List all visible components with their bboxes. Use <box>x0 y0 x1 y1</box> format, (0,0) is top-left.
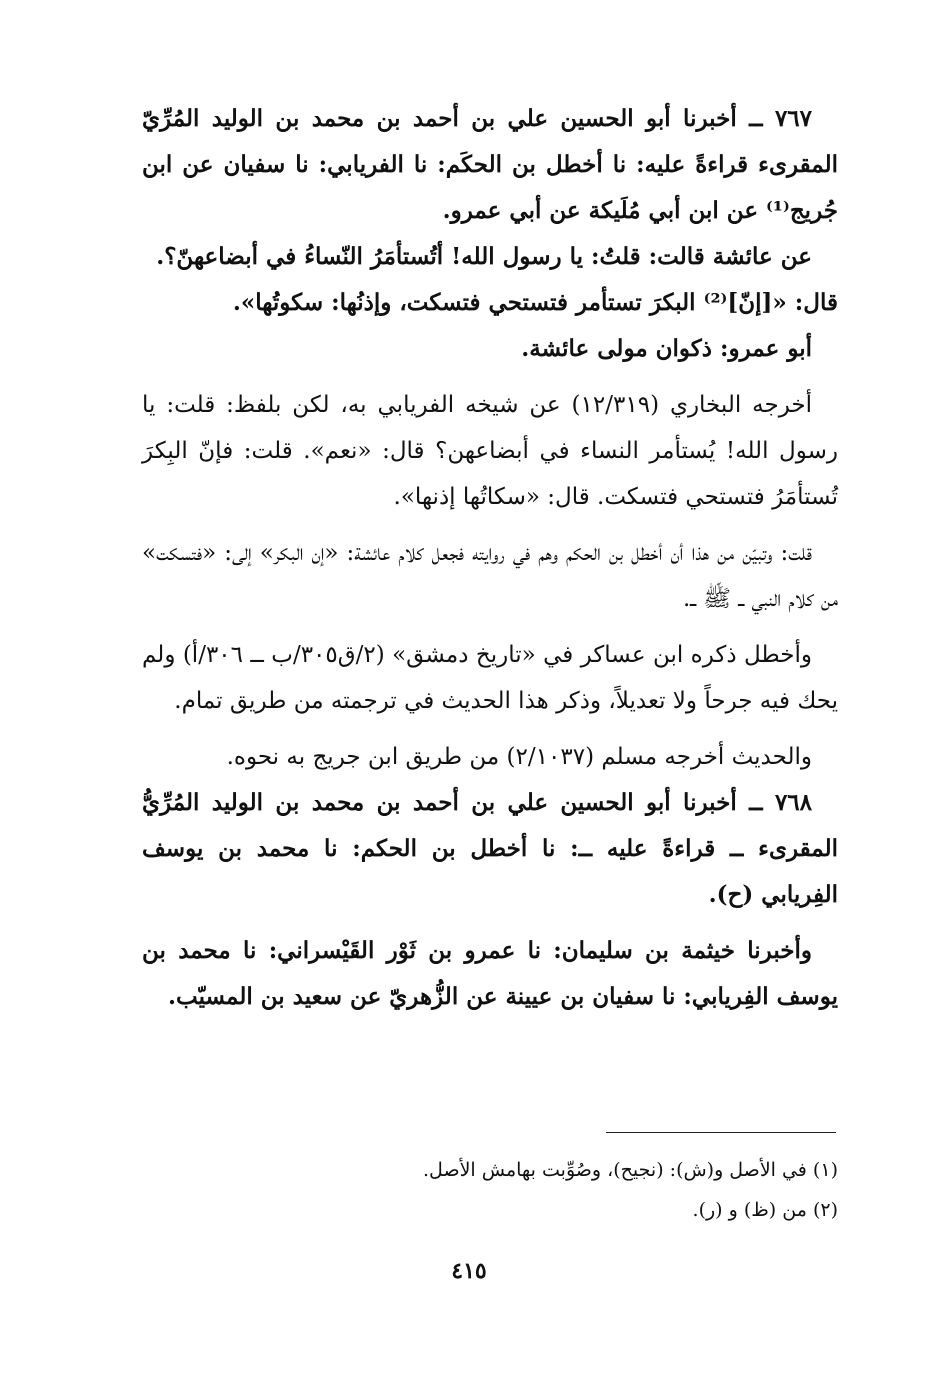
narrator-note: أبو عمرو: ذكوان مولى عائشة. <box>521 335 812 362</box>
commentary-muslim: والحديث أخرجه مسلم (٢/١٠٣٧) من طريق ابن جريج به نحوه. <box>226 744 812 770</box>
hadith-767-isnad: ٧٦٧ ــ أخبرنا أبو الحسين علي بن أحمد بن محمد بن الوليد المُرِّيّ المقرىء قراءةً عليه: نا أخطل بن الحكَم: نا الفريابي: نا سفيان عن ابن جُريج⁽¹⁾ عن ابن أبي مُلَيكة عن أبي عمرو. <box>142 105 838 224</box>
hadith-767-answer: قال: «[إنّ]⁽²⁾ البكرَ تستأمر فتستحي فتسكت، وإذنُها: سكوتُها». <box>232 289 838 316</box>
commentary-bukhari: أخرجه البخاري (١٢/٣١٩) عن شيخه الفريابي به، لكن بلفظ: قلت: يا رسول الله! يُستأمر النساء في أبضاعهن؟ قال: «نعم». قلت: فإنّ البِكرَ تُستأمَرُ فتستحي فتسكت. قال: «سكاتُها إذنها». <box>142 392 838 510</box>
page-number: ٤١٥ <box>451 1258 487 1284</box>
footnote-divider <box>606 1132 836 1133</box>
commentary-note: قلت: وتبيّن من هذا أن أخطل بن الحكم وهم في روايته فجعل كلام عائشة: «إن البكر» إلى: «فتسكت» من كلام النبي ــ ﷺ ــ. <box>142 540 838 612</box>
main-text <box>142 96 838 1020</box>
hadith-768-second-isnad: وأخبرنا خيثمة بن سليمان: نا عمرو بن ثَوْر القَيْسراني: نا محمد بن يوسف الفِريابي: نا سفيان بن عيينة عن الزُّهريّ عن سعيد بن المسيّب. <box>142 937 838 1010</box>
footnote-2: (٢) من (ظ) و (ر). <box>692 1199 838 1221</box>
commentary-ibn-asakir: وأخطل ذكره ابن عساكر في «تاريخ دمشق» (٢/ق٣٠٥/ب ــ ٣٠٦/أ) ولم يحك فيه جرحاً ولا تعديلاً، وذكر هذا الحديث في ترجمته من طريق تمام. <box>142 642 838 714</box>
hadith-768-isnad: ٧٦٨ ــ أخبرنا أبو الحسين علي بن أحمد بن محمد بن الوليد المُرِّيُّ المقرىء ــ قراءةً عليه ــ: نا أخطل بن الحكم: نا محمد بن يوسف الفِريابي (ح). <box>142 789 838 908</box>
footnotes <box>142 1150 838 1230</box>
hadith-767-question: عن عائشة قالت: قلتُ: يا رسول الله! أتُستأمَرُ النّساءُ في أبضاعهنّ؟. <box>156 243 812 270</box>
footnote-1: (١) في الأصل و(ش): (نجيح)، وصُوِّبت بهامش الأصل. <box>423 1159 838 1181</box>
